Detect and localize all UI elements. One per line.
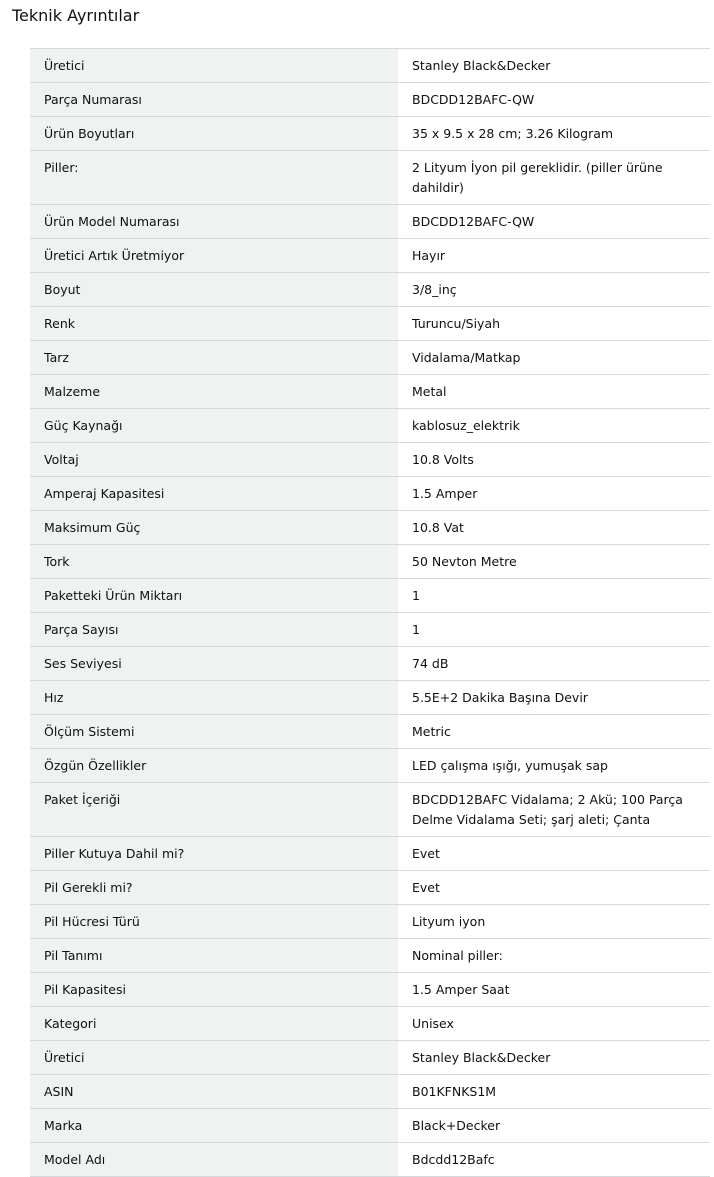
- spec-label: Hız: [44, 690, 64, 705]
- table-row: [30, 49, 710, 83]
- spec-label: Üretici: [44, 1050, 85, 1065]
- table-row: [30, 151, 710, 205]
- spec-label-cell: [30, 715, 398, 749]
- spec-value-cell: [398, 151, 710, 205]
- spec-value-cell: [398, 837, 710, 871]
- spec-value-cell: [398, 613, 710, 647]
- spec-value-cell: [398, 83, 710, 117]
- spec-label-cell: [30, 511, 398, 545]
- spec-value-cell: [398, 49, 710, 83]
- spec-value: 1.5 Amper Saat: [412, 982, 510, 997]
- spec-value: Stanley Black&Decker: [412, 58, 551, 73]
- spec-value-cell: [398, 1007, 710, 1041]
- spec-label-cell: [30, 83, 398, 117]
- spec-label: Kategori: [44, 1016, 97, 1031]
- spec-value: B01KFNKS1M: [412, 1084, 497, 1099]
- spec-value-cell: [398, 1143, 710, 1177]
- spec-label: Ürün Boyutları: [44, 126, 135, 141]
- spec-value-cell: [398, 681, 710, 715]
- spec-value-cell: [398, 939, 710, 973]
- spec-label: Ürün Model Numarası: [44, 214, 180, 229]
- table-row: [30, 1143, 710, 1177]
- spec-label: Üretici: [44, 58, 85, 73]
- table-body: [30, 49, 710, 1177]
- table-row: [30, 273, 710, 307]
- spec-label: Paket İçeriği: [44, 792, 121, 807]
- table-row: [30, 83, 710, 117]
- spec-value-cell: [398, 205, 710, 239]
- spec-value-cell: [398, 273, 710, 307]
- spec-label: Tarz: [44, 350, 69, 365]
- spec-label: Ses Seviyesi: [44, 656, 122, 671]
- spec-value-cell: [398, 749, 710, 783]
- spec-label-cell: [30, 545, 398, 579]
- spec-value-cell: [398, 905, 710, 939]
- spec-value: 74 dB: [412, 656, 449, 671]
- spec-label-cell: [30, 151, 398, 205]
- spec-value-cell: [398, 871, 710, 905]
- spec-label: Amperaj Kapasitesi: [44, 486, 165, 501]
- spec-label-cell: [30, 1041, 398, 1075]
- spec-label-cell: [30, 409, 398, 443]
- spec-value: Nominal piller:: [412, 948, 503, 963]
- spec-value: 3/8_inç: [412, 282, 457, 297]
- spec-label-cell: [30, 117, 398, 151]
- page-title: Teknik Ayrıntılar: [12, 6, 140, 25]
- spec-value-cell: [398, 647, 710, 681]
- spec-label: Maksimum Güç: [44, 520, 141, 535]
- spec-label-cell: [30, 477, 398, 511]
- spec-value-cell: [398, 579, 710, 613]
- spec-value-cell: [398, 443, 710, 477]
- spec-value: 1: [412, 588, 420, 603]
- spec-value: Metal: [412, 384, 447, 399]
- spec-label: Özgün Özellikler: [44, 758, 147, 773]
- table-row: [30, 375, 710, 409]
- spec-label-cell: [30, 49, 398, 83]
- spec-label: Üretici Artık Üretmiyor: [44, 248, 185, 263]
- spec-value: Unisex: [412, 1016, 454, 1031]
- table-row: [30, 477, 710, 511]
- table-row: [30, 1041, 710, 1075]
- table-row: [30, 1075, 710, 1109]
- spec-label-cell: [30, 681, 398, 715]
- spec-value-cell: [398, 477, 710, 511]
- spec-label-cell: [30, 1075, 398, 1109]
- spec-label: Pil Hücresi Türü: [44, 914, 140, 929]
- spec-label: Voltaj: [44, 452, 79, 467]
- spec-value: kablosuz_elektrik: [412, 418, 520, 433]
- spec-label-cell: [30, 307, 398, 341]
- table-row: [30, 749, 710, 783]
- spec-label: Ölçüm Sistemi: [44, 724, 135, 739]
- spec-label-cell: [30, 871, 398, 905]
- table-row: [30, 647, 710, 681]
- spec-value: 10.8 Volts: [412, 452, 474, 467]
- spec-label-cell: [30, 273, 398, 307]
- spec-label: Tork: [44, 554, 70, 569]
- table-row: [30, 443, 710, 477]
- spec-value-cell: [398, 375, 710, 409]
- spec-label: Marka: [44, 1118, 83, 1133]
- spec-label-cell: [30, 973, 398, 1007]
- spec-label-cell: [30, 783, 398, 837]
- table-row: [30, 205, 710, 239]
- spec-value: 2 Lityum İyon pil gereklidir. (piller ürüne dahildir): [412, 160, 667, 195]
- spec-label: Malzeme: [44, 384, 101, 399]
- table-row: [30, 939, 710, 973]
- spec-value: Stanley Black&Decker: [412, 1050, 551, 1065]
- table-row: [30, 613, 710, 647]
- spec-value: 1.5 Amper: [412, 486, 478, 501]
- table-row: [30, 341, 710, 375]
- spec-label: Güç Kaynağı: [44, 418, 123, 433]
- spec-label-cell: [30, 905, 398, 939]
- spec-value: Metric: [412, 724, 451, 739]
- spec-label: Pil Gerekli mi?: [44, 880, 133, 895]
- spec-label-cell: [30, 239, 398, 273]
- spec-value: Turuncu/Siyah: [412, 316, 501, 331]
- spec-value: BDCDD12BAFC-QW: [412, 214, 535, 229]
- spec-value: LED çalışma ışığı, yumuşak sap: [412, 758, 608, 773]
- spec-value: 1: [412, 622, 420, 637]
- table-row: [30, 239, 710, 273]
- spec-value: Black+Decker: [412, 1118, 501, 1133]
- spec-value: 35 x 9.5 x 28 cm; 3.26 Kilogram: [412, 126, 614, 141]
- spec-label-cell: [30, 205, 398, 239]
- spec-value-cell: [398, 545, 710, 579]
- spec-value: Evet: [412, 846, 440, 861]
- table-row: [30, 117, 710, 151]
- spec-value-cell: [398, 307, 710, 341]
- spec-label: Piller:: [44, 160, 79, 175]
- spec-value-cell: [398, 715, 710, 749]
- spec-value-cell: [398, 511, 710, 545]
- spec-label-cell: [30, 939, 398, 973]
- spec-label-cell: [30, 443, 398, 477]
- spec-label: Pil Kapasitesi: [44, 982, 126, 997]
- spec-label-cell: [30, 375, 398, 409]
- spec-label-cell: [30, 579, 398, 613]
- spec-label: Paketteki Ürün Miktarı: [44, 588, 183, 603]
- spec-label-cell: [30, 749, 398, 783]
- table-row: [30, 837, 710, 871]
- spec-label-cell: [30, 1109, 398, 1143]
- spec-label: Pil Tanımı: [44, 948, 103, 963]
- spec-value-cell: [398, 1109, 710, 1143]
- spec-label: Piller Kutuya Dahil mi?: [44, 846, 185, 861]
- table-row: [30, 871, 710, 905]
- spec-value: Hayır: [412, 248, 446, 263]
- table-row: [30, 973, 710, 1007]
- table-row: [30, 409, 710, 443]
- spec-value-cell: [398, 783, 710, 837]
- spec-value: BDCDD12BAFC-QW: [412, 92, 535, 107]
- spec-label-cell: [30, 647, 398, 681]
- spec-label-cell: [30, 837, 398, 871]
- spec-value: 10.8 Vat: [412, 520, 464, 535]
- spec-label: Model Adı: [44, 1152, 106, 1167]
- spec-value-cell: [398, 341, 710, 375]
- table-row: [30, 1109, 710, 1143]
- table-row: [30, 511, 710, 545]
- spec-value-cell: [398, 973, 710, 1007]
- spec-value-cell: [398, 409, 710, 443]
- spec-value: Lityum iyon: [412, 914, 486, 929]
- spec-label: Parça Numarası: [44, 92, 142, 107]
- spec-value-cell: [398, 1041, 710, 1075]
- spec-label: Boyut: [44, 282, 81, 297]
- spec-value: Bdcdd12Bafc: [412, 1152, 495, 1167]
- table-row: [30, 545, 710, 579]
- table-row: [30, 579, 710, 613]
- spec-value-cell: [398, 239, 710, 273]
- table-row: [30, 1007, 710, 1041]
- spec-value: Evet: [412, 880, 440, 895]
- spec-label: Renk: [44, 316, 75, 331]
- table-row: [30, 905, 710, 939]
- spec-label: ASIN: [44, 1084, 74, 1099]
- technical-details-table: [30, 48, 710, 1177]
- spec-value: 50 Nevton Metre: [412, 554, 517, 569]
- table-row: [30, 715, 710, 749]
- spec-label-cell: [30, 613, 398, 647]
- spec-value: 5.5E+2 Dakika Başına Devir: [412, 690, 588, 705]
- spec-label-cell: [30, 1143, 398, 1177]
- table-row: [30, 681, 710, 715]
- spec-value-cell: [398, 1075, 710, 1109]
- spec-value-cell: [398, 117, 710, 151]
- table-row: [30, 307, 710, 341]
- spec-label-cell: [30, 341, 398, 375]
- spec-value: Vidalama/Matkap: [412, 350, 521, 365]
- spec-label-cell: [30, 1007, 398, 1041]
- table-row: [30, 783, 710, 837]
- spec-value: BDCDD12BAFC Vidalama; 2 Akü; 100 Parça Delme Vidalama Seti; şarj aleti; Çanta: [412, 792, 687, 827]
- spec-label: Parça Sayısı: [44, 622, 119, 637]
